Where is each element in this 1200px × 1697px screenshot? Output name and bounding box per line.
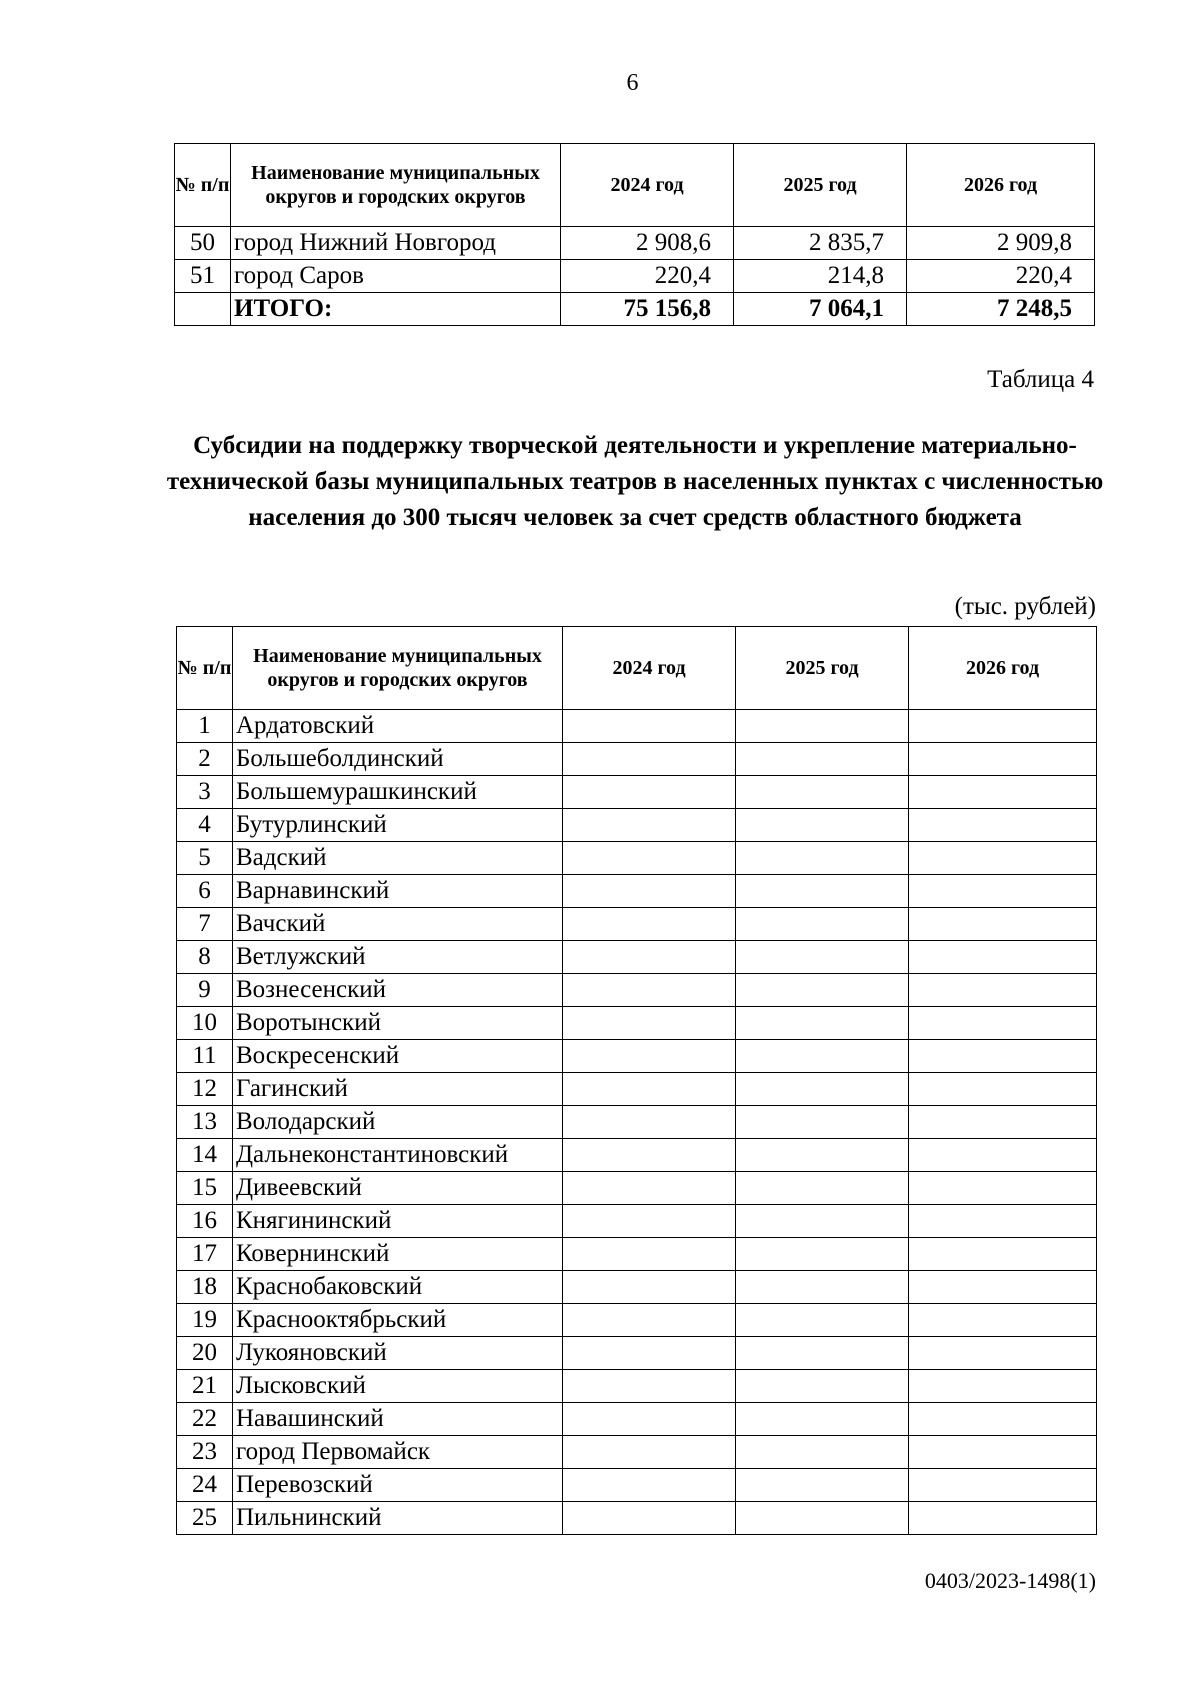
row-value-2026 xyxy=(909,1205,1097,1238)
table-row xyxy=(177,941,1097,974)
row-value-2024 xyxy=(563,743,736,776)
total-value-2026: 7 248,5 xyxy=(907,293,1095,326)
row-num: 25 xyxy=(177,1502,233,1535)
row-value-2026 xyxy=(909,1238,1097,1271)
row-num: 23 xyxy=(177,1436,233,1469)
table-title: Субсидии на поддержку творческой деятельности и укрепление материально-технической базы муниципальных театров в населенных пунктах с численностью населения до 300 тысяч человек за счет средств областного бюджета xyxy=(166,432,1104,531)
row-name: Пильнинский xyxy=(233,1502,563,1535)
row-value-2024 xyxy=(563,809,736,842)
row-value-2025 xyxy=(736,1040,909,1073)
row-value-2026 xyxy=(909,1403,1097,1436)
row-num: 8 xyxy=(177,941,233,974)
row-value-2026 xyxy=(909,974,1097,1007)
table-header-row xyxy=(175,144,1095,227)
row-value-2026 xyxy=(909,1469,1097,1502)
table-row xyxy=(177,1205,1097,1238)
table-row xyxy=(177,1469,1097,1502)
row-num: 4 xyxy=(177,809,233,842)
row-value-2025: 214,8 xyxy=(734,260,907,293)
row-num: 17 xyxy=(177,1238,233,1271)
row-value-2024 xyxy=(563,1073,736,1106)
row-num: 10 xyxy=(177,1007,233,1040)
row-num: 13 xyxy=(177,1106,233,1139)
row-value-2025 xyxy=(736,941,909,974)
row-name: город Саров xyxy=(231,260,561,293)
header-2026: 2026 год xyxy=(909,627,1097,710)
row-value-2025 xyxy=(736,1304,909,1337)
row-value-2024 xyxy=(563,776,736,809)
row-num: 12 xyxy=(177,1073,233,1106)
row-name: город Первомайск xyxy=(233,1436,563,1469)
table-label: Таблица 4 xyxy=(987,366,1094,393)
row-value-2026 xyxy=(909,1271,1097,1304)
row-name: Варнавинский xyxy=(233,875,563,908)
row-value-2025 xyxy=(736,1007,909,1040)
row-value-2026 xyxy=(909,1436,1097,1469)
row-value-2024 xyxy=(563,1007,736,1040)
header-2024: 2024 год xyxy=(563,627,736,710)
row-value-2026 xyxy=(909,743,1097,776)
table-row xyxy=(177,1040,1097,1073)
header-name: Наименование муниципальных округов и городских округов xyxy=(233,627,563,710)
table-header-row xyxy=(177,627,1097,710)
row-value-2025: 2 835,7 xyxy=(734,227,907,260)
row-value-2025 xyxy=(736,974,909,1007)
header-name: Наименование муниципальных округов и городских округов xyxy=(231,144,561,227)
row-value-2024 xyxy=(563,1271,736,1304)
table-row xyxy=(177,710,1097,743)
table-row xyxy=(177,743,1097,776)
row-value-2024 xyxy=(563,941,736,974)
row-value-2024 xyxy=(563,908,736,941)
row-name: Навашинский xyxy=(233,1403,563,1436)
table-row xyxy=(177,1271,1097,1304)
row-value-2024 xyxy=(563,1139,736,1172)
row-value-2025 xyxy=(736,1436,909,1469)
row-value-2025 xyxy=(736,776,909,809)
row-num: 51 xyxy=(175,260,231,293)
row-num: 21 xyxy=(177,1370,233,1403)
table-row xyxy=(177,842,1097,875)
header-num: № п/п xyxy=(175,144,231,227)
row-num: 22 xyxy=(177,1403,233,1436)
row-value-2026 xyxy=(909,1502,1097,1535)
row-num: 16 xyxy=(177,1205,233,1238)
row-value-2026 xyxy=(909,908,1097,941)
row-value-2026: 220,4 xyxy=(907,260,1095,293)
row-name: Бутурлинский xyxy=(233,809,563,842)
table-row xyxy=(177,1172,1097,1205)
document-code: 0403/2023-1498(1) xyxy=(924,1568,1096,1593)
row-name: Ковернинский xyxy=(233,1238,563,1271)
row-value-2026 xyxy=(909,1040,1097,1073)
row-name: Перевозский xyxy=(233,1469,563,1502)
theater-subsidy-table xyxy=(176,626,1097,1535)
row-name: Ветлужский xyxy=(233,941,563,974)
row-value-2024 xyxy=(563,1238,736,1271)
row-num: 3 xyxy=(177,776,233,809)
total-value-2025: 7 064,1 xyxy=(734,293,907,326)
table-row xyxy=(177,1106,1097,1139)
row-value-2026 xyxy=(909,809,1097,842)
table-row xyxy=(177,908,1097,941)
row-name: Лысковский xyxy=(233,1370,563,1403)
row-value-2024 xyxy=(563,1436,736,1469)
row-num: 9 xyxy=(177,974,233,1007)
row-value-2025 xyxy=(736,1469,909,1502)
row-value-2026 xyxy=(909,1106,1097,1139)
row-value-2026 xyxy=(909,941,1097,974)
row-value-2026 xyxy=(909,1172,1097,1205)
row-value-2026 xyxy=(909,1337,1097,1370)
table-row xyxy=(177,1073,1097,1106)
row-value-2025 xyxy=(736,1205,909,1238)
row-name: Дальнеконстантиновский xyxy=(233,1139,563,1172)
table-row xyxy=(175,260,1095,293)
row-value-2026 xyxy=(909,842,1097,875)
row-value-2026 xyxy=(909,1304,1097,1337)
row-value-2024 xyxy=(563,710,736,743)
row-value-2025 xyxy=(736,908,909,941)
row-value-2024: 2 908,6 xyxy=(561,227,734,260)
table-row xyxy=(177,809,1097,842)
row-value-2024 xyxy=(563,1040,736,1073)
row-value-2024 xyxy=(563,1205,736,1238)
row-value-2025 xyxy=(736,1271,909,1304)
table-row xyxy=(177,1403,1097,1436)
table-row xyxy=(175,227,1095,260)
header-2025: 2025 год xyxy=(736,627,909,710)
row-name: Большеболдинский xyxy=(233,743,563,776)
row-value-2024 xyxy=(563,1172,736,1205)
total-row xyxy=(175,293,1095,326)
row-value-2024 xyxy=(563,1106,736,1139)
row-value-2026 xyxy=(909,875,1097,908)
row-value-2026 xyxy=(909,1139,1097,1172)
table-row xyxy=(177,1502,1097,1535)
row-num: 24 xyxy=(177,1469,233,1502)
row-value-2025 xyxy=(736,1172,909,1205)
row-value-2025 xyxy=(736,875,909,908)
row-name: Дивеевский xyxy=(233,1172,563,1205)
table-row xyxy=(177,1304,1097,1337)
row-name: Вачский xyxy=(233,908,563,941)
row-num: 14 xyxy=(177,1139,233,1172)
table-row xyxy=(177,1139,1097,1172)
row-value-2024 xyxy=(563,1502,736,1535)
row-value-2025 xyxy=(736,710,909,743)
row-value-2026 xyxy=(909,1370,1097,1403)
row-name: Володарский xyxy=(233,1106,563,1139)
row-value-2025 xyxy=(736,1106,909,1139)
row-value-2024 xyxy=(563,875,736,908)
table-row xyxy=(177,1007,1097,1040)
row-value-2025 xyxy=(736,842,909,875)
row-num: 1 xyxy=(177,710,233,743)
row-value-2025 xyxy=(736,809,909,842)
row-name: Княгининский xyxy=(233,1205,563,1238)
row-value-2024 xyxy=(563,974,736,1007)
row-name: Лукояновский xyxy=(233,1337,563,1370)
row-value-2026: 2 909,8 xyxy=(907,227,1095,260)
row-num: 5 xyxy=(177,842,233,875)
header-2024: 2024 год xyxy=(561,144,734,227)
total-value-2024: 75 156,8 xyxy=(561,293,734,326)
table-row xyxy=(177,1436,1097,1469)
row-num: 2 xyxy=(177,743,233,776)
row-num: 6 xyxy=(177,875,233,908)
row-value-2025 xyxy=(736,1073,909,1106)
row-value-2025 xyxy=(736,1502,909,1535)
table-row xyxy=(177,776,1097,809)
row-value-2026 xyxy=(909,776,1097,809)
row-num: 18 xyxy=(177,1271,233,1304)
row-name: Ардатовский xyxy=(233,710,563,743)
row-name: город Нижний Новгород xyxy=(231,227,561,260)
row-value-2025 xyxy=(736,1238,909,1271)
row-value-2024 xyxy=(563,1304,736,1337)
table-row xyxy=(177,875,1097,908)
row-num: 50 xyxy=(175,227,231,260)
row-value-2025 xyxy=(736,1403,909,1436)
row-value-2024 xyxy=(563,1337,736,1370)
row-name: Вадский xyxy=(233,842,563,875)
row-num: 19 xyxy=(177,1304,233,1337)
row-num: 20 xyxy=(177,1337,233,1370)
row-name: Воскресенский xyxy=(233,1040,563,1073)
header-num: № п/п xyxy=(177,627,233,710)
row-value-2026 xyxy=(909,710,1097,743)
row-name: Гагинский xyxy=(233,1073,563,1106)
row-name: Краснооктябрьский xyxy=(233,1304,563,1337)
row-num: 11 xyxy=(177,1040,233,1073)
municipal-subsidy-table-continued xyxy=(174,143,1095,326)
row-value-2024: 220,4 xyxy=(561,260,734,293)
row-num: 7 xyxy=(177,908,233,941)
row-value-2024 xyxy=(563,842,736,875)
row-name: Вознесенский xyxy=(233,974,563,1007)
row-value-2025 xyxy=(736,743,909,776)
row-name: Краснобаковский xyxy=(233,1271,563,1304)
table-row xyxy=(177,1337,1097,1370)
row-num: 15 xyxy=(177,1172,233,1205)
total-label: ИТОГО: xyxy=(231,293,561,326)
row-value-2026 xyxy=(909,1073,1097,1106)
units-label: (тыс. рублей) xyxy=(954,593,1096,620)
row-value-2024 xyxy=(563,1469,736,1502)
total-num-empty xyxy=(175,293,231,326)
header-2025: 2025 год xyxy=(734,144,907,227)
row-name: Большемурашкинский xyxy=(233,776,563,809)
row-value-2025 xyxy=(736,1139,909,1172)
table-row xyxy=(177,1238,1097,1271)
table-row xyxy=(177,974,1097,1007)
row-value-2026 xyxy=(909,1007,1097,1040)
row-value-2025 xyxy=(736,1337,909,1370)
page-number: 6 xyxy=(626,70,639,96)
table-row xyxy=(177,1370,1097,1403)
row-value-2024 xyxy=(563,1370,736,1403)
row-name: Воротынский xyxy=(233,1007,563,1040)
row-value-2024 xyxy=(563,1403,736,1436)
row-value-2025 xyxy=(736,1370,909,1403)
header-2026: 2026 год xyxy=(907,144,1095,227)
